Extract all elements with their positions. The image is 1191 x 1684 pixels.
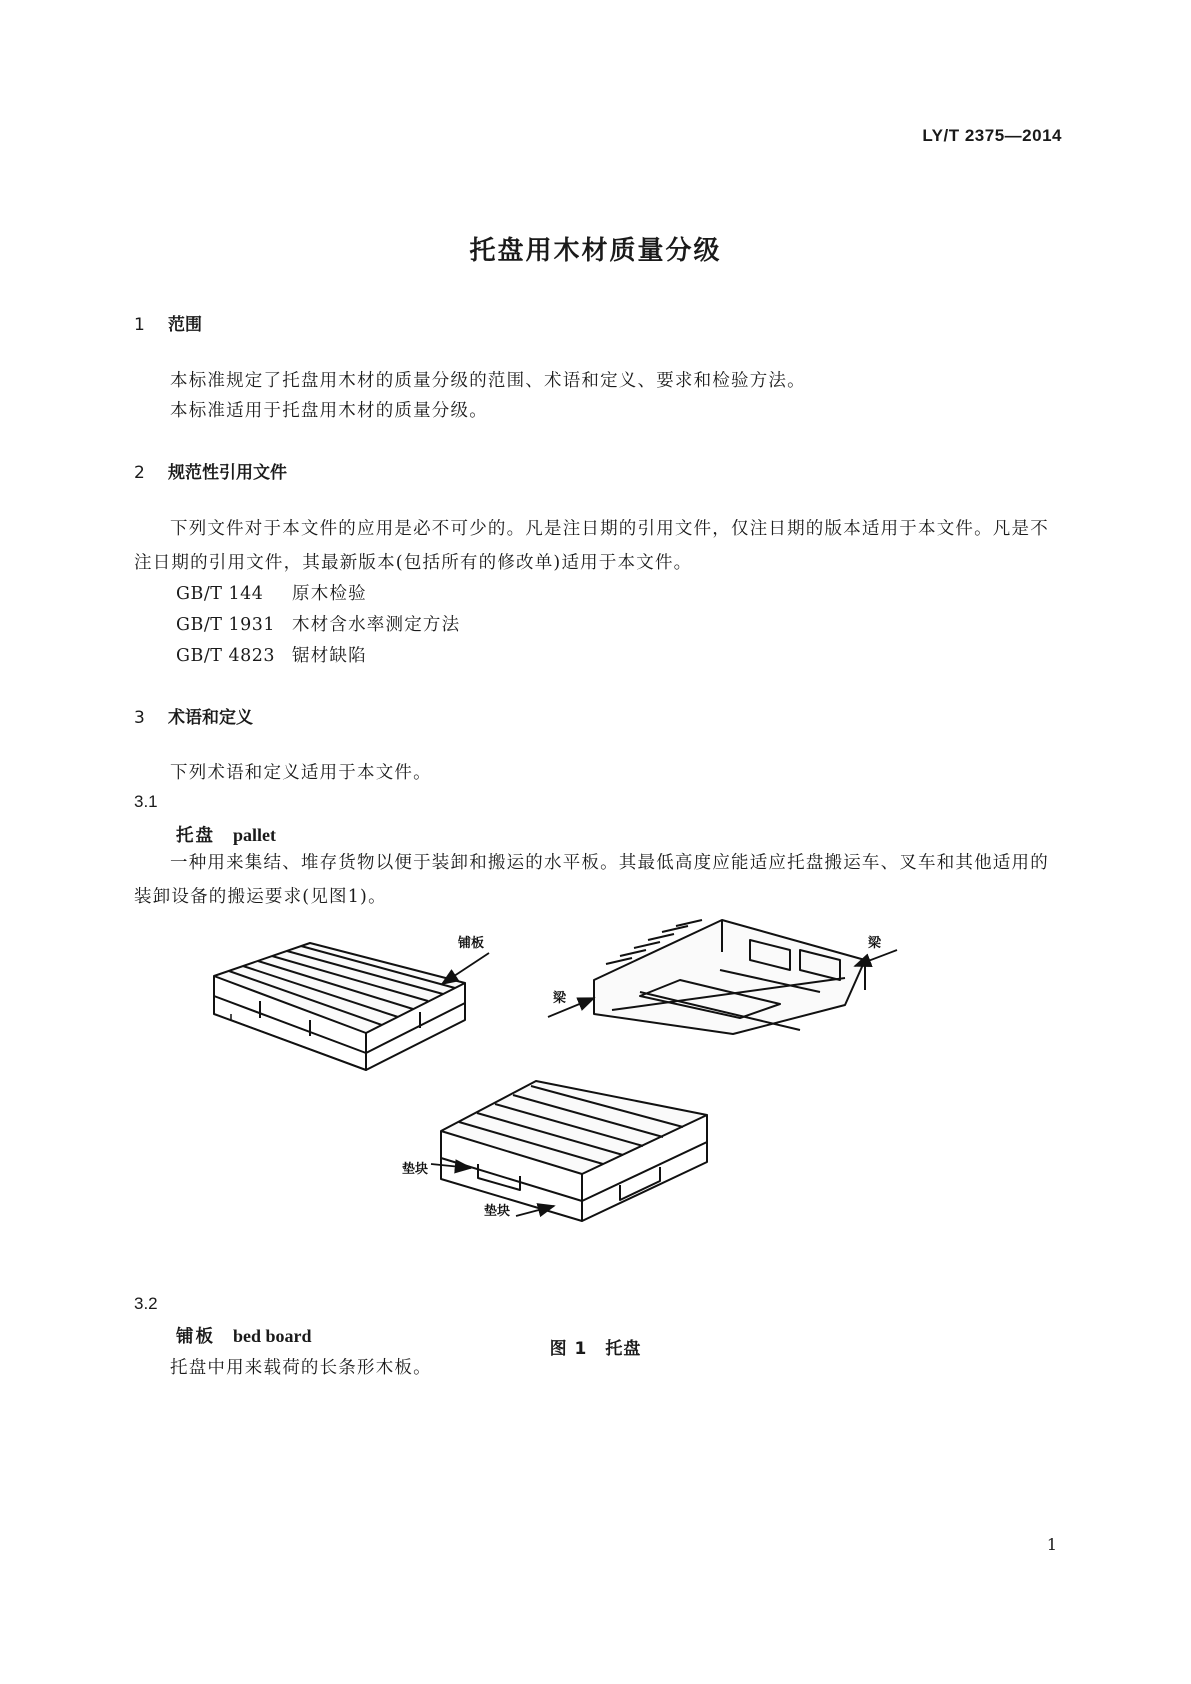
reference-title: 木材含水率测定方法 xyxy=(292,615,461,635)
section-number: 2 xyxy=(134,463,145,483)
page-number: 1 xyxy=(1046,1535,1057,1554)
pallet-illustration-3 xyxy=(441,1081,707,1221)
reference-item xyxy=(176,611,460,636)
term-definition: 托盘中用来载荷的长条形木板。 xyxy=(170,1358,432,1378)
term-definition: 一种用来集结、堆存货物以便于装卸和搬运的水平板。其最低高度应能适应托盘搬运车、叉车和其他适用的装卸设备的搬运要求(见图1)。 xyxy=(134,853,1049,907)
section-3-heading xyxy=(134,703,253,728)
document-title: 托盘用木材质量分级 xyxy=(469,236,722,266)
section-title: 范围 xyxy=(168,315,202,335)
pallet-illustration-1 xyxy=(214,943,465,1070)
figure-caption: 图 1 托盘 xyxy=(549,1339,642,1359)
section-title: 术语和定义 xyxy=(168,708,253,728)
section-number: 1 xyxy=(134,315,145,335)
reference-title: 锯材缺陷 xyxy=(292,646,367,666)
reference-code: GB/T 4823 xyxy=(176,646,276,666)
paragraph: 下列文件对于本文件的应用是必不可少的。凡是注日期的引用文件，仅注日期的版本适用于本文件。凡是不注日期的引用文件，其最新版本(包括所有的修改单)适用于本文件。 xyxy=(134,519,1049,573)
section-1-heading xyxy=(134,310,202,335)
label-beam-left: 梁 xyxy=(553,991,567,1006)
label-block-2: 垫块 xyxy=(484,1204,511,1219)
reference-title: 原木检验 xyxy=(292,584,367,604)
section-number: 3 xyxy=(134,708,145,728)
term-en: bed board xyxy=(233,1326,312,1346)
section-title: 规范性引用文件 xyxy=(168,463,287,483)
standard-code: LY/T 2375—2014 xyxy=(922,126,1062,145)
term-en: pallet xyxy=(233,825,276,845)
term-zh: 铺板 xyxy=(176,1327,215,1347)
pallet-figure xyxy=(0,900,1191,1330)
paragraph: 本标准适用于托盘用木材的质量分级。 xyxy=(170,401,488,421)
term-zh: 托盘 xyxy=(176,826,215,846)
term-heading xyxy=(176,822,276,847)
term-heading xyxy=(176,1323,312,1348)
label-bed-board: 铺板 xyxy=(458,936,485,951)
label-beam-right: 梁 xyxy=(868,936,882,951)
reference-item xyxy=(176,580,367,605)
paragraph: 本标准规定了托盘用木材的质量分级的范围、术语和定义、要求和检验方法。 xyxy=(170,371,806,391)
section-2-heading xyxy=(134,458,287,483)
pallet-illustration-2 xyxy=(594,920,865,1034)
reference-code: GB/T 144 xyxy=(176,584,264,604)
reference-item xyxy=(176,642,367,667)
reference-code: GB/T 1931 xyxy=(176,615,276,635)
clause-number: 3.1 xyxy=(134,792,158,811)
paragraph: 下列术语和定义适用于本文件。 xyxy=(170,763,432,783)
label-block-1: 垫块 xyxy=(402,1162,429,1177)
clause-number: 3.2 xyxy=(134,1294,158,1313)
